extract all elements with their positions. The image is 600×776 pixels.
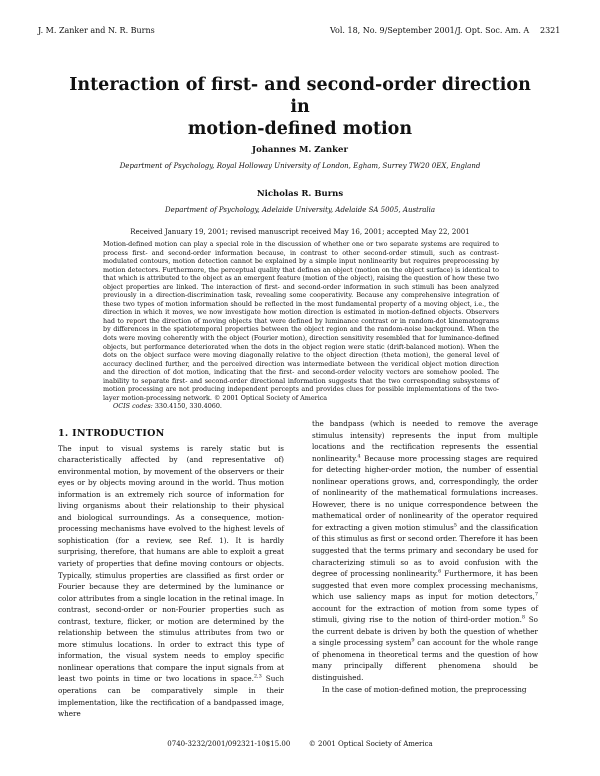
running-header-authors: J. M. Zanker and N. R. Burns bbox=[38, 26, 155, 35]
footer bbox=[0, 740, 600, 748]
author-1-name: Johannes M. Zanker bbox=[252, 145, 348, 155]
left-column bbox=[58, 428, 284, 720]
received-dates: Received January 19, 2001; revised manuscript received May 16, 2001; accepted May 22, 2001 bbox=[130, 228, 470, 236]
intro-paragraph-1: The input to visual systems is rarely static but is characteristically affected by (and representative of) environmental motion, by movement of the observers or their eyes or by objects moving around in the world. Thus motion information is an extremely rich source of information for living organisms about their relationship to their physical and biological surroundings. As a consequence, motion-processing mechanisms have evolved to the highest levels of sophistication (for a review, see Ref. 1). It is hardly surprising, therefore, that humans are able to exploit a great variety of properties that define moving contours or objects. Typically, stimulus properties are classified as first order or Fourier because they are determined by the luminance or color attributes from a single location in the retinal image. In contrast, second-order or non-Fourier properties such as contrast, texture, flicker, or motion are determined by the relationship between the stimulus attributes from two or more stimulus locations. In order to extract this type of information, the visual system needs to employ specific nonlinear operations that compare the input signals from at least two points in time or two locations in space.$^{2,3}$ Such operations can be comparatively simple in their implementation, like the rectification of a bandpassed image, where bbox=[58, 443, 284, 719]
section-heading: 1. INTRODUCTION bbox=[58, 428, 165, 439]
abstract bbox=[103, 240, 499, 411]
footer-copyright: © 2001 Optical Society of America bbox=[308, 740, 433, 748]
footer-code: 0740-3232/2001/092321-10$15.00 bbox=[167, 740, 291, 748]
abstract-text: Motion-defined motion can play a special role in the discussion of whether one or two separate systems are required to process first- and second-order information because, in contrast to other second-order stimuli, such as contrast-modulated contours, motion detection cannot be explained by a simple input nonlinearity but requires preprocessing by motion detectors. Furthermore, the perceptual quality that defines an object (motion on the object surface) is identical to that which is attributed to the object as an emergent feature (motion of the object), raising the question of how these two object properties are linked. The interaction of first- and second-order information in such stimuli has been analyzed previously in a direction-discrimination task, revealing some cooperativity. Because any comprehensive integration of these two types of motion information should be reflected in the most fundamental property of a moving object, i.e., the direction in which it moves, we now investigate how motion direction is estimated in motion-defined objects. Observers had to report the direction of moving objects that were defined by luminance contrast or in random-dot kinematograms by differences in the spatiotemporal properties between the object region and the random-noise background. When the dots were moving coherently with the object (Fourier motion), direction sensitivity resembled that for luminance-defined objects, but performance deteriorated when the dots in the object region were static (drift-balanced motion). When the dots on the object surface were moving diagonally relative to the object direction (theta motion), the general level of accuracy declined further, and the perceived direction was intermediate between the veridical object motion direction and the direction of dot motion, indicating that the first- and second-order velocity vectors are somehow pooled. The inability to separate first- and second-order directional information suggests that the two corresponding subsystems of motion processing are not producing independent percepts and provides clues for possible implementations of the two-layer motion-processing network. bbox=[103, 240, 499, 402]
right-column bbox=[312, 418, 538, 695]
abstract-copyright: © 2001 Optical Society of America bbox=[213, 393, 328, 402]
paper-title bbox=[60, 74, 540, 140]
author-1-affiliation: Department of Psychology, Royal Holloway University of London, Egham, Surrey TW20 0EX, England bbox=[119, 162, 481, 170]
page-number: 2321 bbox=[540, 26, 561, 35]
running-header-journal: Vol. 18, No. 9/September 2001/J. Opt. Soc. Am. A bbox=[330, 26, 530, 35]
author-2-affiliation: Department of Psychology, Adelaide University, Adelaide SA 5005, Australia bbox=[164, 206, 436, 214]
intro-paragraph-2: In the case of motion-defined motion, the preprocessing bbox=[322, 684, 527, 694]
ocis-codes bbox=[103, 402, 499, 411]
title-line-1: Interaction of first- and second-order direction in bbox=[69, 75, 531, 117]
ocis-label: OCIS codes: bbox=[113, 402, 153, 411]
ocis-values: 330.4150, 330.4060. bbox=[154, 402, 222, 411]
author-2-name: Nicholas R. Burns bbox=[256, 189, 344, 199]
intro-paragraph-continued: the bandpass (which is needed to remove the average stimulus intensity) represents the input from multiple locations and the rectification represents the essential nonlinearity.$^4$ Because more processing stages are required for detecting higher-order motion, the number of essential nonlinear operations grows, and, correspondingly, the order of nonlinearity of the mathematical formulations increases. However, there is no unique correspondence between the mathematical order of nonlinearity of the operator required for extracting a given motion stimulus$^5$ and the classification of this stimulus as first or second order. Therefore it has been suggested that the terms primary and secondary be used for characterizing stimuli so as to avoid confusion with the degree of processing nonlinearity.$^6$ Furthermore, it has been suggested that even more complex processing mechanisms, which use saliency maps as input for motion detectors,$^7$ account for the extraction of motion from some types of stimuli, giving rise to the notion of third-order motion.$^8$ So the current debate is driven by both the question of whether a single processing system$^9$ can account for the whole range of phenomena in theoretical terms and the question of how many principally different phenomena should be distinguished. bbox=[312, 419, 539, 683]
title-line-2: motion-defined motion bbox=[187, 119, 413, 139]
